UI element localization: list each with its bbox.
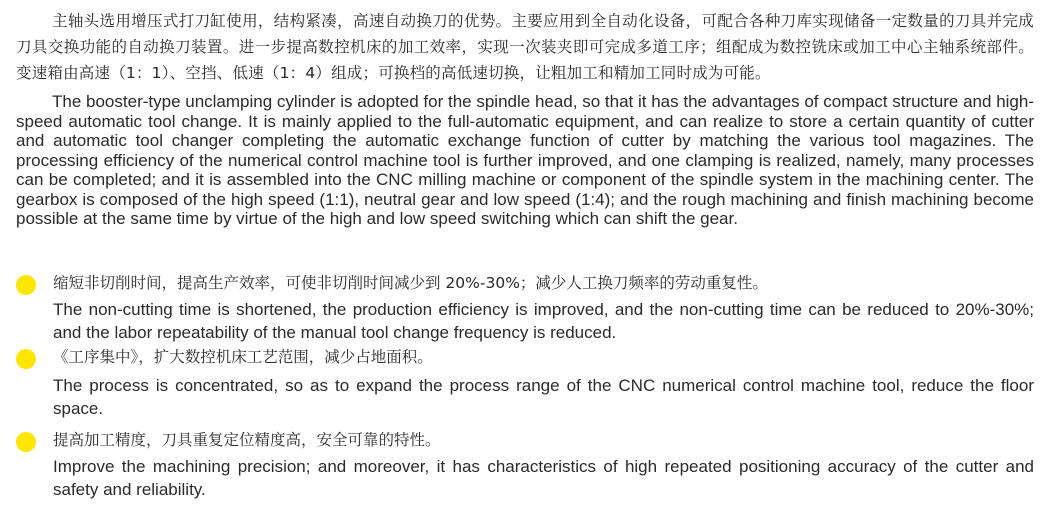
feature-bullet-2-chinese: 《工序集中》，扩大数控机床工艺范围，减少占地面积。 (53, 348, 433, 366)
feature-bullet-1-chinese: 缩短非切削时间，提高生产效率，可使非切削时间减少到 20%-30%；减少人工换刀频率的劳动重复性。 (53, 274, 768, 292)
feature-bullet-3-chinese: 提高加工精度，刀具重复定位精度高，安全可靠的特性。 (53, 431, 441, 449)
intro-paragraph-english: The booster-type unclamping cylinder is adopted for the spindle head, so that it has the advantages of compact structure and high-speed automatic tool change. It is mainly applied to the full-automatic equipment, and can realize to store a certain quantity of cutter and automatic tool changer completing the automatic exchange function of cutter by matching the various tool magazines. The processing efficiency of the numerical control machine tool is further improved, and one clamping is realized, namely, many processes can be completed; and it is assembled into the CNC milling machine or component of the spindle system in the machining center. The gearbox is composed of the high speed (1:1), neutral gear and low speed (1:4); and the rough machining and finish machining become possible at the same time by virtue of the high and low speed switching which can shift the gear. (16, 92, 1034, 228)
feature-bullet-1-english: The non-cutting time is shortened, the production efficiency is improved, and the non-cutting time can be reduced to 20%-30%; and the labor repeatability of the manual tool change frequency is reduced. (53, 300, 1034, 342)
bullet-dot-icon (16, 432, 36, 452)
intro-paragraph-chinese: 主轴头选用增压式打刀缸使用，结构紧凑，高速自动换刀的优势。主要应用到全自动化设备，可配合各种刀库实现储备一定数量的刀具并完成刀具交换功能的自动换刀装置。进一步提高数控机床的加工效率，实现一次装夹即可完成多道工序；组配成为数控铣床或加工中心主轴系统部件。变速箱由高速（1：1）、空挡、低速（1：4）组成；可换档的高低速切换，让粗加工和精加工同时成为可能。 (16, 12, 1034, 82)
feature-bullet-2-english: The process is concentrated, so as to expand the process range of the CNC numerical control machine tool, reduce the floor space. (53, 376, 1034, 418)
bullet-dot-icon (16, 349, 36, 369)
bullet-dot-icon (16, 275, 36, 295)
feature-bullet-3-english: Improve the machining precision; and moreover, it has characteristics of high repeated positioning accuracy of the cutter and safety and reliability. (53, 457, 1034, 499)
